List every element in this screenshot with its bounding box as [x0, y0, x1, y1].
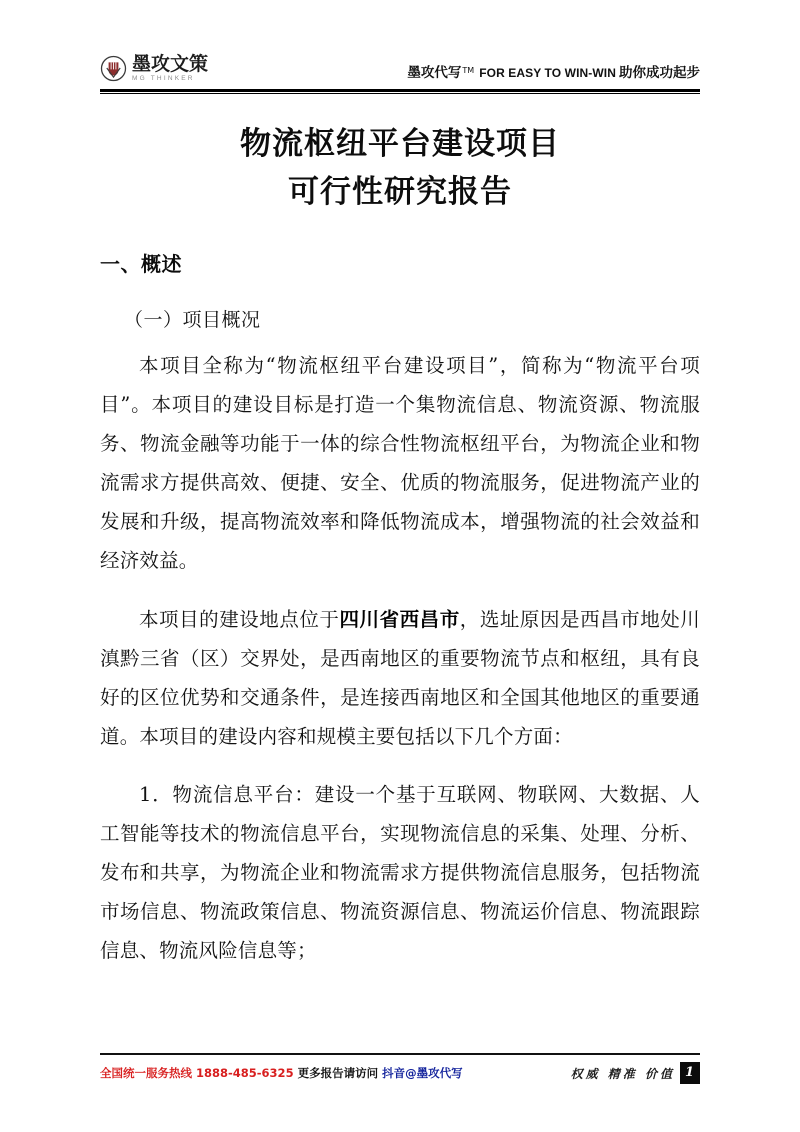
footer-hotline-number: 1888-485-6325 — [196, 1066, 294, 1080]
footer-row — [100, 1062, 700, 1084]
paragraph-1-text: 本项目全称为“物流枢纽平台建设项目”，简称为“物流平台项目”。本项目的建设目标是打造一个集物流信息、物流资源、物流服务、物流金融等功能于一体的综合性物流枢纽平台，为物流企业和物流需求方提供高效、便捷、安全、优质的物流服务，促进物流产业的发展和升级，提高物流效率和降低物流成本，增强物流的社会效益和经济效益。 — [100, 354, 700, 573]
footer-slogan: 权威 精准 价值 — [570, 1066, 675, 1081]
header-tagline-en: FOR EASY TO WIN-WIN — [479, 66, 616, 80]
page-number-badge: 1 — [680, 1062, 700, 1084]
header-tagline-cn-left: 墨攻代写 — [407, 65, 462, 81]
brand-logo-wordmark — [132, 52, 209, 83]
paragraph-1 — [100, 346, 700, 580]
paragraph-3-text: 1．物流信息平台：建设一个基于互联网、物联网、大数据、人工智能等技术的物流信息平台，实现物流信息的采集、处理、分析、发布和共享，为物流企业和物流需求方提供物流信息服务，包括物流市场信息、物流政策信息、物流资源信息、物流运价信息、物流跟踪信息、物流风险信息等； — [100, 783, 700, 963]
brand-logo-cn: 墨攻文策 — [132, 52, 209, 75]
brand-logo-en: MG THINKER — [132, 74, 195, 82]
footer-hotline-label: 全国统一服务热线 — [100, 1066, 192, 1080]
document-title-line2: 可行性研究报告 — [288, 174, 512, 211]
mg-thinker-logo-icon — [100, 55, 127, 82]
header-rule-thick — [100, 89, 700, 92]
paragraph-3-list-item-1 — [100, 775, 700, 970]
footer-right — [571, 1062, 700, 1084]
section-heading-1: 一、概述 — [100, 252, 182, 277]
trademark-symbol: TM — [462, 66, 475, 75]
page-footer — [100, 1053, 700, 1085]
subsection-heading-1: （一）项目概况 — [124, 309, 261, 332]
paragraph-2-text-b: ，选址原因是西昌市地处川滇黔三省（区）交界处，是西南地区的重要物流节点和枢纽，具有良好的区位优势和交通条件，是连接西南地区和全国其他地区的重要通道。本项目的建设内容和规模主要包括以下几个方面： — [100, 607, 701, 748]
paragraph-2 — [100, 600, 700, 756]
footer-rule — [100, 1053, 700, 1056]
brand-logo — [100, 52, 209, 85]
page-header — [100, 0, 700, 84]
paragraph-2-text-a: 本项目的建设地点位于 — [139, 607, 340, 631]
document-title — [100, 120, 700, 216]
footer-social-link[interactable]: 抖音@墨攻代写 — [382, 1066, 463, 1080]
document-title-line1: 物流枢纽平台建设项目 — [240, 126, 560, 162]
paragraph-2-emphasis-location: 四川省西昌市 — [339, 607, 460, 631]
footer-contact — [100, 1065, 463, 1081]
header-rule-thin — [100, 93, 700, 94]
footer-more-label: 更多报告请访问 — [297, 1066, 379, 1080]
header-tagline-cn-right: 助你成功起步 — [619, 65, 700, 81]
header-tagline — [407, 61, 700, 84]
